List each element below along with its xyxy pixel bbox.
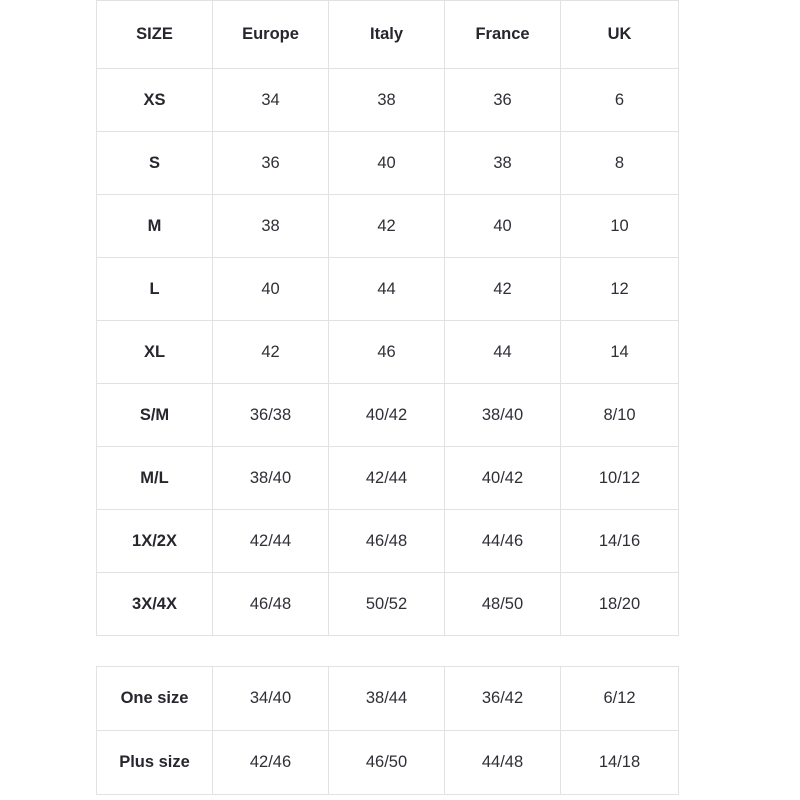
cell-italy: 44 xyxy=(329,258,445,321)
cell-italy: 50/52 xyxy=(329,573,445,636)
cell-europe: 42/44 xyxy=(213,510,329,573)
table-row xyxy=(97,731,679,795)
cell-france: 44/48 xyxy=(445,731,561,795)
table-row xyxy=(97,573,679,636)
cell-europe: 40 xyxy=(213,258,329,321)
cell-france: 40 xyxy=(445,195,561,258)
cell-italy: 38/44 xyxy=(329,667,445,731)
column-header-uk: UK xyxy=(561,1,679,69)
cell-uk: 14 xyxy=(561,321,679,384)
cell-uk: 12 xyxy=(561,258,679,321)
cell-france: 44/46 xyxy=(445,510,561,573)
cell-uk: 6 xyxy=(561,69,679,132)
cell-uk: 18/20 xyxy=(561,573,679,636)
row-label-1x-2x: 1X/2X xyxy=(97,510,213,573)
row-label-m: M xyxy=(97,195,213,258)
cell-uk: 10/12 xyxy=(561,447,679,510)
cell-europe: 34 xyxy=(213,69,329,132)
cell-france: 36/42 xyxy=(445,667,561,731)
cell-uk: 8/10 xyxy=(561,384,679,447)
table-row xyxy=(97,258,679,321)
cell-france: 44 xyxy=(445,321,561,384)
row-label-s: S xyxy=(97,132,213,195)
table-header-row xyxy=(97,1,679,69)
column-header-italy: Italy xyxy=(329,1,445,69)
row-label-xs: XS xyxy=(97,69,213,132)
table-row xyxy=(97,321,679,384)
cell-italy: 46/48 xyxy=(329,510,445,573)
cell-france: 38/40 xyxy=(445,384,561,447)
cell-uk: 6/12 xyxy=(561,667,679,731)
row-label-xl: XL xyxy=(97,321,213,384)
cell-uk: 14/18 xyxy=(561,731,679,795)
cell-italy: 46 xyxy=(329,321,445,384)
table-row xyxy=(97,132,679,195)
cell-france: 48/50 xyxy=(445,573,561,636)
cell-europe: 46/48 xyxy=(213,573,329,636)
cell-europe: 36/38 xyxy=(213,384,329,447)
cell-europe: 38 xyxy=(213,195,329,258)
column-header-france: France xyxy=(445,1,561,69)
table-row xyxy=(97,667,679,731)
column-header-europe: Europe xyxy=(213,1,329,69)
one-size-table xyxy=(96,666,679,795)
cell-italy: 40/42 xyxy=(329,384,445,447)
table-row xyxy=(97,447,679,510)
cell-italy: 42/44 xyxy=(329,447,445,510)
cell-italy: 42 xyxy=(329,195,445,258)
cell-france: 40/42 xyxy=(445,447,561,510)
row-label-s-m: S/M xyxy=(97,384,213,447)
cell-france: 36 xyxy=(445,69,561,132)
row-label-l: L xyxy=(97,258,213,321)
cell-france: 38 xyxy=(445,132,561,195)
table-row xyxy=(97,384,679,447)
cell-france: 42 xyxy=(445,258,561,321)
cell-uk: 10 xyxy=(561,195,679,258)
table-row xyxy=(97,69,679,132)
cell-europe: 34/40 xyxy=(213,667,329,731)
table-row xyxy=(97,195,679,258)
row-label-m-l: M/L xyxy=(97,447,213,510)
cell-europe: 42/46 xyxy=(213,731,329,795)
cell-europe: 38/40 xyxy=(213,447,329,510)
cell-europe: 36 xyxy=(213,132,329,195)
cell-uk: 8 xyxy=(561,132,679,195)
cell-italy: 38 xyxy=(329,69,445,132)
cell-italy: 40 xyxy=(329,132,445,195)
column-header-size: SIZE xyxy=(97,1,213,69)
size-chart-sheet xyxy=(96,0,678,795)
row-label-one-size: One size xyxy=(97,667,213,731)
size-conversion-table xyxy=(96,0,679,636)
row-label-3x-4x: 3X/4X xyxy=(97,573,213,636)
cell-europe: 42 xyxy=(213,321,329,384)
cell-italy: 46/50 xyxy=(329,731,445,795)
row-label-plus-size: Plus size xyxy=(97,731,213,795)
cell-uk: 14/16 xyxy=(561,510,679,573)
table-row xyxy=(97,510,679,573)
